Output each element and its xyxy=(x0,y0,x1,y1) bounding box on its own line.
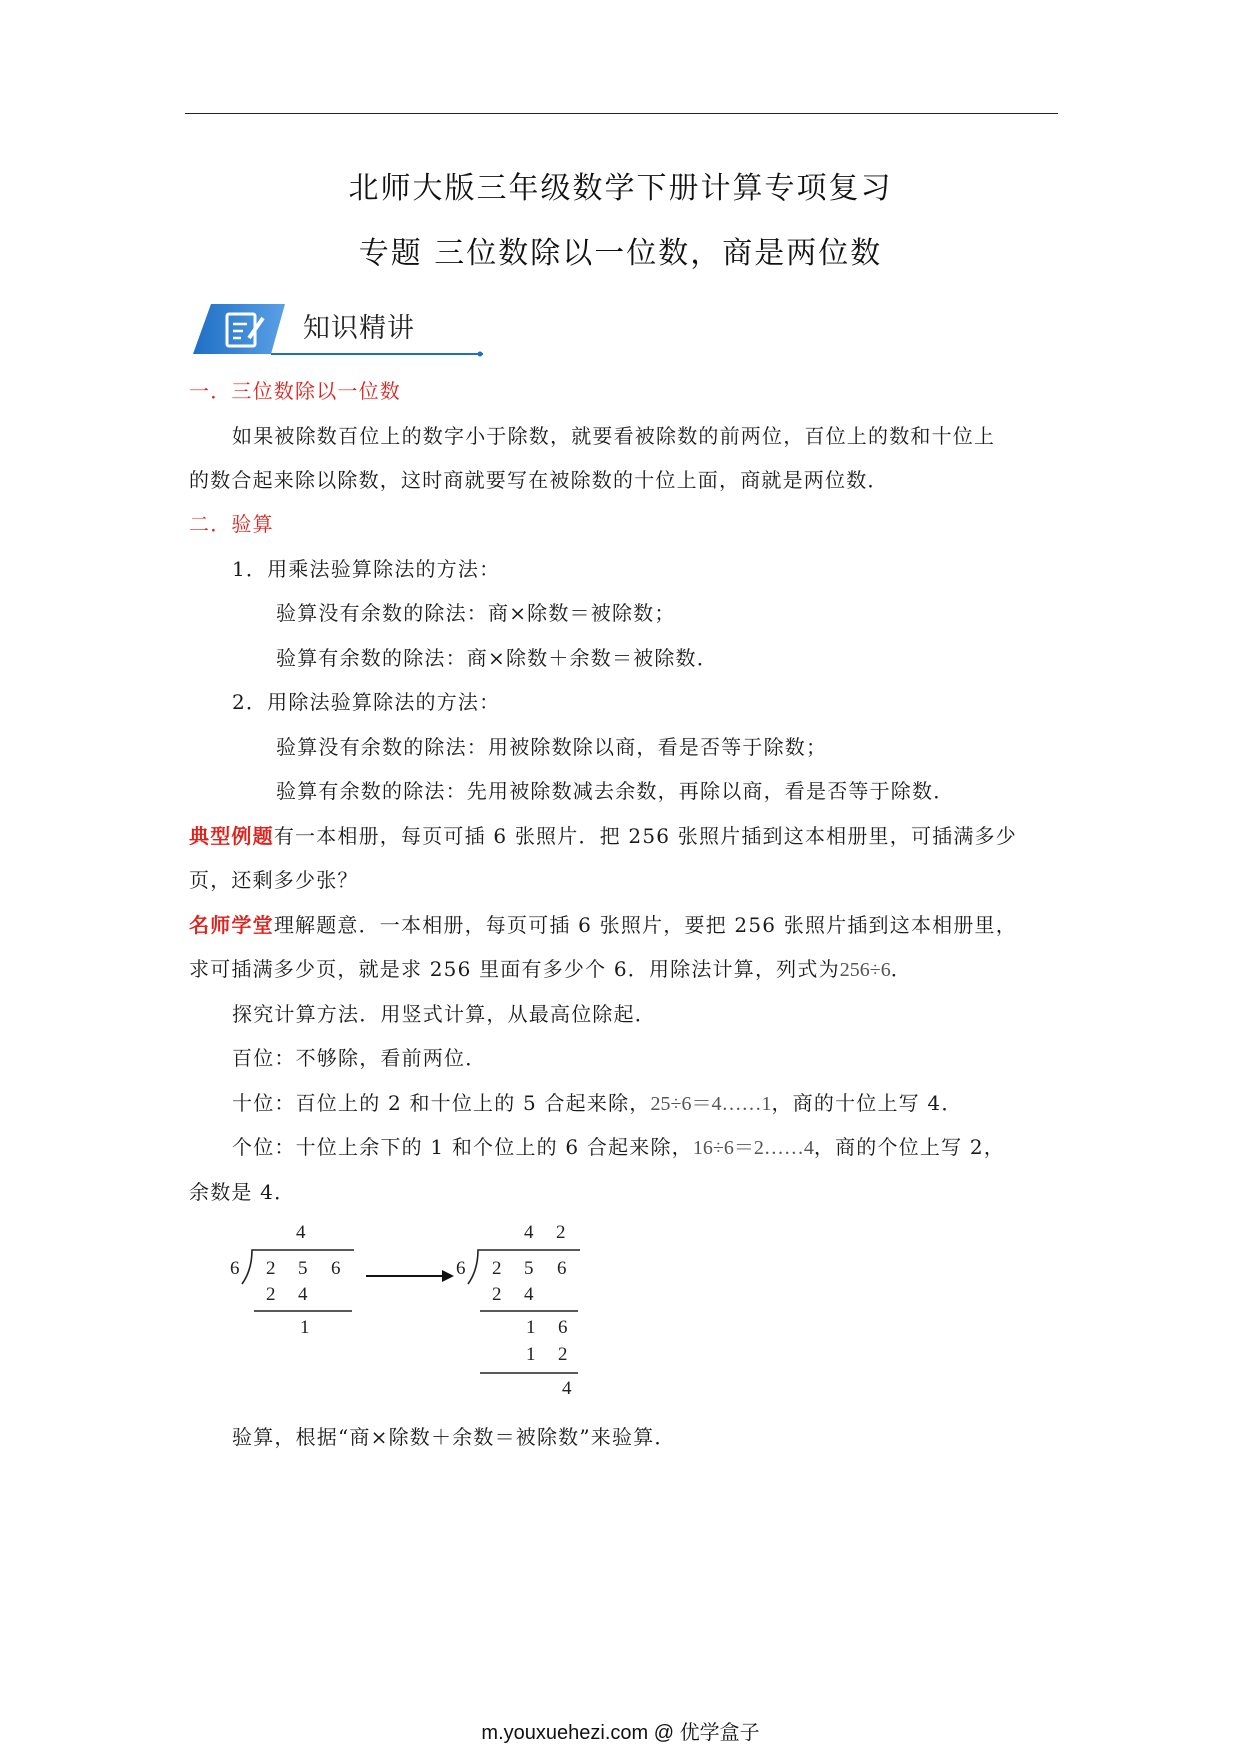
method2-with-remainder: 验算有余数的除法：先用被除数减去余数，再除以商，看是否等于除数． xyxy=(276,779,955,803)
dividend-digit: 2 xyxy=(266,1258,276,1279)
remainder-digit: 6 xyxy=(558,1317,568,1338)
section2-heading: 二．验算 xyxy=(189,512,274,536)
method1-with-remainder: 验算有余数的除法：商×除数＋余数＝被除数． xyxy=(276,646,718,670)
expression-25-div-6: 25÷6＝4……1 xyxy=(650,1093,772,1115)
dividend-digit: 6 xyxy=(557,1258,567,1279)
quotient-digit: 4 xyxy=(296,1222,306,1243)
dividend-digit: 5 xyxy=(298,1258,308,1279)
product-digit: 4 xyxy=(298,1284,308,1305)
dividend-digit: 2 xyxy=(492,1258,502,1279)
method2-title: 2．用除法验算除法的方法： xyxy=(232,690,501,714)
doc-title: 北师大版三年级数学下册计算专项复习 xyxy=(348,171,893,206)
product-digit: 2 xyxy=(558,1344,568,1365)
banner-label: 知识精讲 xyxy=(303,313,415,344)
method1-no-remainder: 验算没有余数的除法：商×除数＝被除数； xyxy=(276,601,676,625)
final-remainder: 4 xyxy=(562,1378,572,1399)
dividend-digit: 6 xyxy=(331,1258,341,1279)
divisor: 6 xyxy=(456,1258,466,1279)
example-question-2: 页，还剩多少张？ xyxy=(189,868,359,892)
teacher-text-3: 探究计算方法．用竖式计算，从最高位除起． xyxy=(232,1002,656,1026)
method1-title: 1．用乘法验算除法的方法： xyxy=(232,557,501,581)
teacher-text-2b: ． xyxy=(890,957,912,981)
dividend-digit: 5 xyxy=(524,1258,534,1279)
section1-para-line2: 的数合起来除以除数，这时商就要写在被除数的十位上面，商就是两位数． xyxy=(189,468,889,492)
teacher-label: 名师学堂 xyxy=(189,913,274,937)
teacher-text-6b: ，商的个位上写 2， xyxy=(813,1135,1005,1159)
expression-256-div-6: 256÷6 xyxy=(839,959,891,981)
quotient-digit: 2 xyxy=(556,1222,566,1243)
verification-line: 验算，根据“商×除数＋余数＝被除数”来验算． xyxy=(232,1425,676,1449)
teacher-text-5a: 十位：百位上的 2 和十位上的 5 合起来除， xyxy=(232,1091,651,1115)
method2-no-remainder: 验算没有余数的除法：用被除数除以商，看是否等于除数； xyxy=(276,735,828,759)
teacher-text-7: 余数是 4． xyxy=(189,1180,296,1204)
example-label: 典型例题 xyxy=(189,824,274,848)
footer-watermark: m.youxuehezi.com @ 优学盒子 xyxy=(481,1722,760,1744)
teacher-text-5b: ，商的十位上写 4． xyxy=(771,1091,963,1115)
teacher-text-1: 理解题意．一本相册，每页可插 6 张照片，要把 256 张照片插到这本相册里， xyxy=(273,913,1017,937)
teacher-text-6a: 个位：十位上余下的 1 和个位上的 6 合起来除， xyxy=(232,1135,693,1159)
product-digit: 1 xyxy=(526,1344,536,1365)
remainder-digit: 1 xyxy=(526,1317,536,1338)
doc-subtitle: 专题 三位数除以一位数，商是两位数 xyxy=(358,236,883,271)
divisor: 6 xyxy=(230,1258,240,1279)
section1-para-line1: 如果被除数百位上的数字小于除数，就要看被除数的前两位，百位上的数和十位上 xyxy=(232,424,996,448)
example-question-1: 有一本相册，每页可插 6 张照片．把 256 张照片插到这本相册里，可插满多少 xyxy=(273,824,1017,848)
teacher-text-2a: 求可插满多少页，就是求 256 里面有多少个 6．用除法计算，列式为 xyxy=(189,957,840,981)
remainder-digit: 1 xyxy=(300,1317,310,1338)
section1-heading: 一．三位数除以一位数 xyxy=(189,379,401,403)
product-digit: 2 xyxy=(492,1284,502,1305)
teacher-text-4: 百位：不够除，看前两位． xyxy=(232,1046,487,1070)
expression-16-div-6: 16÷6＝2……4 xyxy=(692,1137,814,1159)
quotient-digit: 4 xyxy=(524,1222,534,1243)
product-digit: 4 xyxy=(524,1284,534,1305)
product-digit: 2 xyxy=(266,1284,276,1305)
